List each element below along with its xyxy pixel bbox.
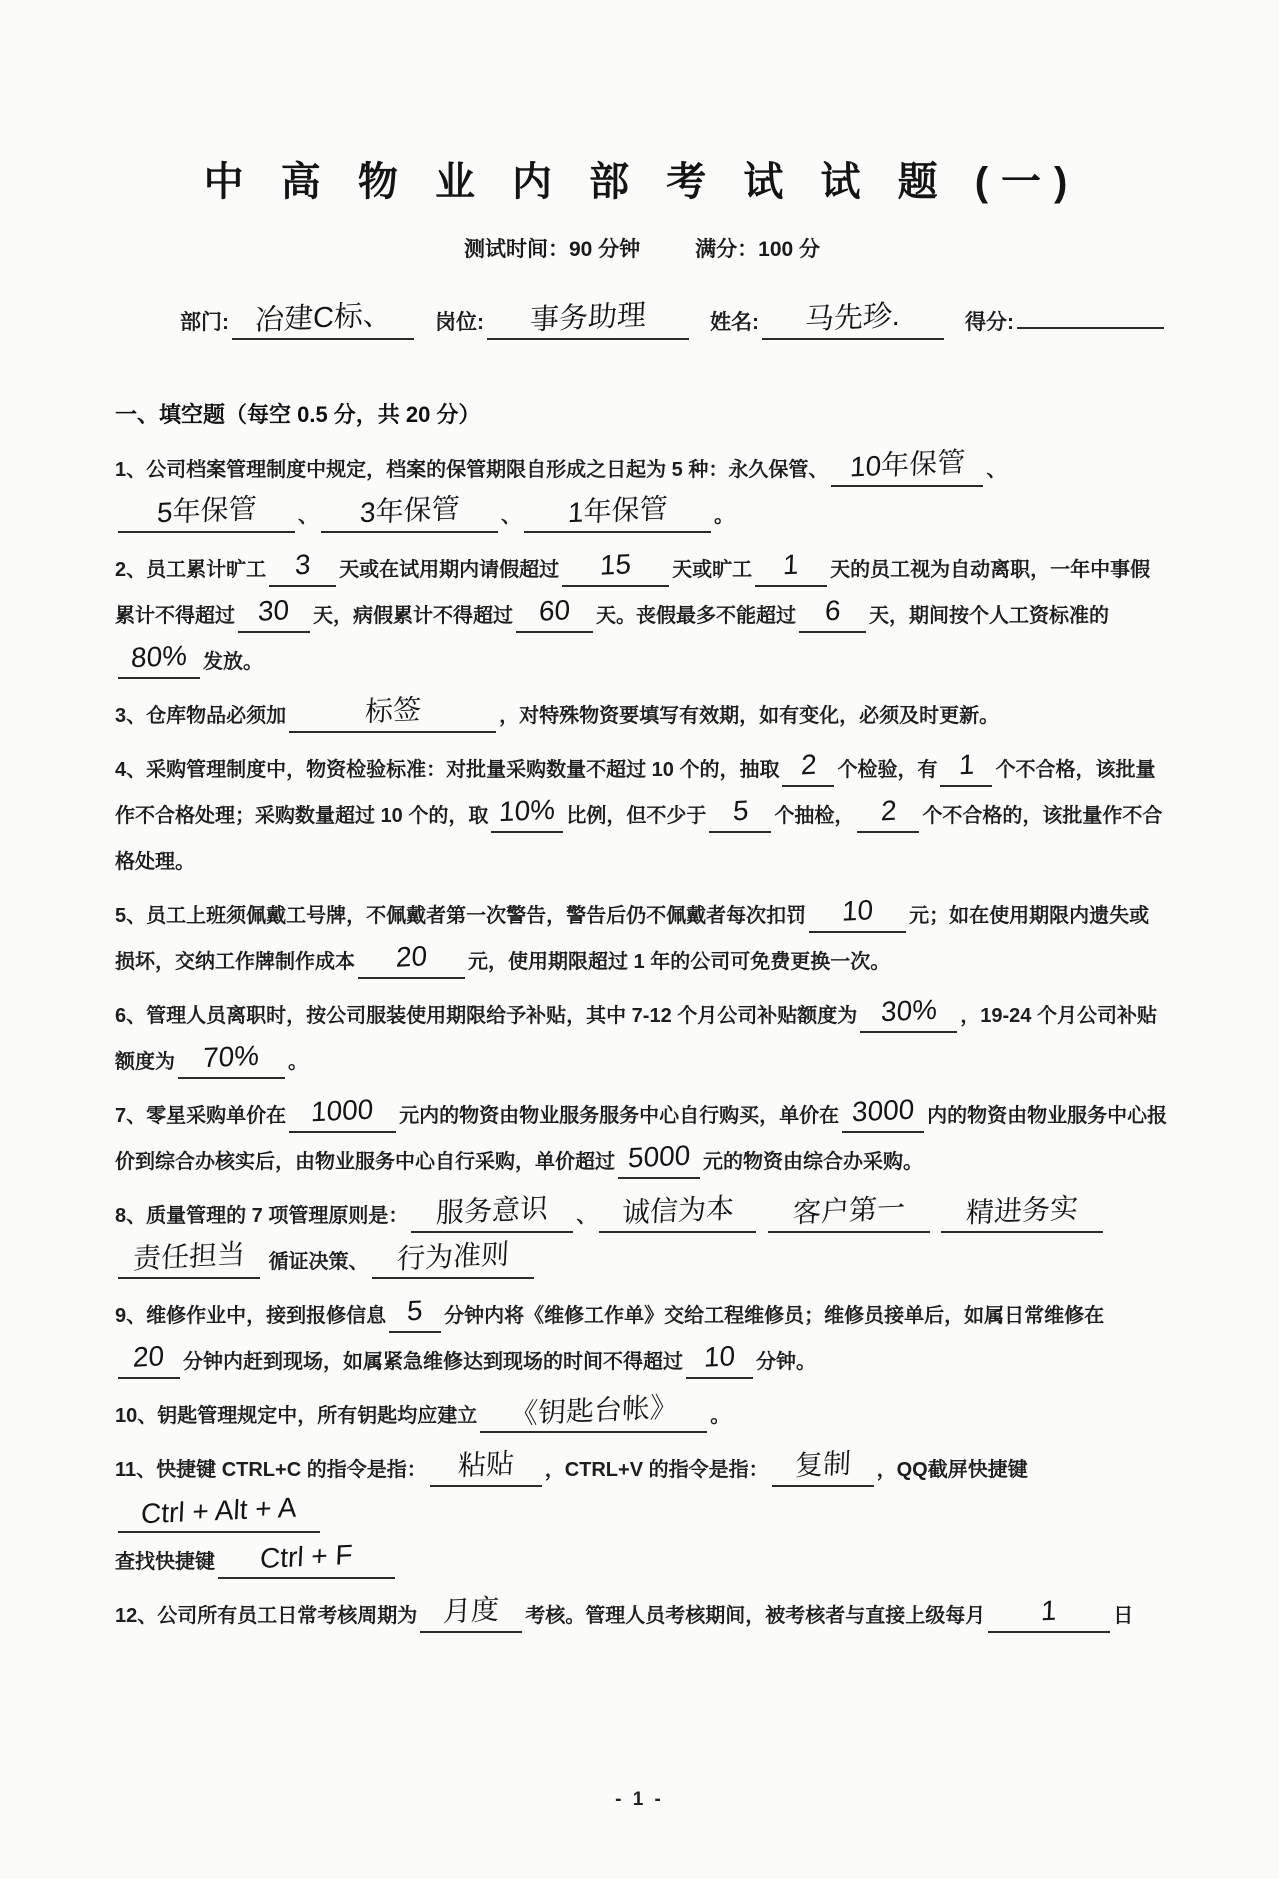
handwritten-answer: 1 — [1040, 1594, 1058, 1627]
handwritten-answer: 15 — [599, 548, 632, 581]
question-text: 12、公司所有员工日常考核周期为 — [115, 1605, 418, 1627]
answer-blank — [420, 1593, 522, 1633]
question-text: 。 — [288, 1051, 308, 1073]
question-text: 天或旷工 — [672, 559, 753, 581]
question-text — [933, 1205, 939, 1227]
answer-blank — [772, 1447, 874, 1487]
question-text: 分钟。 — [756, 1351, 816, 1373]
handwritten-answer: 复制 — [793, 1447, 852, 1482]
info-field-3 — [965, 311, 1167, 334]
question-text: ，对特殊物资要填写有效期，如有变化，必须及时更新。 — [499, 705, 1000, 727]
handwritten-answer: 20 — [395, 940, 428, 973]
question-q1 — [115, 447, 1169, 539]
handwritten-answer: 10 — [703, 1340, 736, 1373]
question-text: 3、仓库物品必须加 — [115, 705, 287, 727]
answer-blank — [118, 639, 200, 679]
answer-blank — [562, 548, 669, 587]
handwritten-answer: Ctrl + Alt + A — [140, 1491, 298, 1530]
answer-blank — [988, 1594, 1110, 1633]
page-title: 中 高 物 业 内 部 考 试 试 题 (一) — [203, 160, 1081, 204]
question-text: 。 — [714, 505, 734, 527]
answer-blank — [218, 1538, 395, 1579]
question-text: ，CTRL+V 的指令是指： — [544, 1459, 769, 1481]
answer-blank — [289, 693, 496, 733]
handwritten-answer: 30 — [257, 594, 291, 627]
answer-blank — [831, 446, 983, 487]
answer-blank — [809, 894, 906, 933]
question-text: ，QQ截屏快捷键 — [876, 1459, 1028, 1481]
question-q12 — [115, 1593, 1169, 1639]
info-field-1 — [435, 299, 692, 337]
question-text: 个不合格，该批量作不合格处理；采购数量超过 10 个的，取 — [115, 759, 1156, 827]
answer-blank — [178, 1039, 285, 1079]
question-text: 天。丧假最多不能超过 — [596, 605, 796, 627]
question-text: 8、质量管理的 7 项管理原则是： — [115, 1205, 409, 1227]
answer-blank — [118, 1340, 180, 1379]
handwritten-value: 事务助理 — [529, 299, 647, 337]
info-blank — [232, 298, 414, 340]
question-q7 — [115, 1093, 1169, 1185]
question-text: 5、员工上班须佩戴工号牌，不佩戴者第一次警告，警告后仍不佩戴者每次扣罚 — [115, 905, 807, 927]
question-text: 、 — [501, 505, 521, 527]
question-q6 — [115, 993, 1169, 1085]
handwritten-answer: 客户第一 — [792, 1192, 906, 1229]
exam-duration: 测试时间：90 分钟 — [463, 238, 641, 261]
answer-blank — [118, 1238, 260, 1279]
question-text: 1、公司档案管理制度中规定，档案的保管期限自形成之日起为 5 种：永久保管、 — [115, 459, 829, 481]
question-text: 循证决策、 — [268, 1251, 369, 1273]
handwritten-answer: 3000 — [851, 1093, 915, 1128]
candidate-info-line — [180, 298, 1169, 340]
handwritten-answer: 80% — [130, 639, 188, 674]
handwritten-answer: 标签 — [363, 693, 422, 728]
question-text: 天的员工视为自动离职，一年中事假累计不得超过 — [115, 559, 1151, 627]
handwritten-answer: 《钥匙台帐》 — [509, 1391, 679, 1430]
handwritten-answer: 月度 — [442, 1593, 500, 1628]
question-q3 — [115, 693, 1169, 739]
question-q4 — [115, 747, 1169, 885]
handwritten-answer: 10年保管 — [849, 446, 966, 483]
handwritten-answer: 2 — [800, 748, 817, 781]
info-field-0 — [180, 298, 417, 338]
page-number: - 1 - — [615, 1789, 664, 1810]
exam-meta — [115, 233, 1169, 263]
question-text: 查找快捷键 — [115, 1551, 215, 1573]
answer-blank — [709, 794, 771, 833]
question-text: 天或在试用期内请假超过 — [339, 559, 560, 581]
question-text: 7、零星采购单价在 — [115, 1105, 287, 1127]
answer-blank — [389, 1294, 441, 1333]
handwritten-answer: 诚信为本 — [621, 1192, 735, 1229]
handwritten-answer: 5000 — [627, 1139, 691, 1174]
answer-blank — [118, 1491, 320, 1533]
question-text: 内的物资由物业服务中心报价到综合办核实后，由物业服务中心自行采购，单价超过 — [115, 1105, 1168, 1173]
handwritten-answer: 60 — [538, 594, 571, 627]
answer-blank — [940, 748, 992, 787]
question-text: 天，期间按个人工资标准的 — [869, 605, 1109, 627]
question-text: 。 — [710, 1405, 731, 1427]
answer-blank — [430, 1447, 542, 1487]
answer-blank — [411, 1192, 573, 1233]
question-text: 6、管理人员离职时，按公司服装使用期限给予补贴，其中 7-12 个月公司补贴额度为 — [115, 1005, 858, 1027]
question-q5 — [115, 893, 1169, 985]
handwritten-answer: 20 — [132, 1340, 166, 1373]
handwritten-answer: 1 — [782, 548, 800, 581]
handwritten-answer: 70% — [202, 1039, 261, 1074]
handwritten-answer: 粘贴 — [457, 1447, 515, 1482]
handwritten-answer: 6 — [824, 594, 841, 627]
answer-blank — [372, 1238, 534, 1279]
handwritten-answer: 10 — [841, 894, 874, 927]
question-text: 日 — [1113, 1605, 1134, 1627]
handwritten-answer: 行为准则 — [395, 1238, 510, 1275]
question-q8 — [115, 1193, 1169, 1285]
answer-blank — [768, 1192, 930, 1233]
questions-container — [115, 447, 1169, 1639]
question-text: 10、钥匙管理规定中，所有钥匙均应建立 — [115, 1405, 478, 1427]
handwritten-answer: 服务意识 — [435, 1192, 550, 1229]
info-label: 得分: — [965, 311, 1014, 334]
question-text: 2、员工累计旷工 — [115, 559, 267, 581]
answer-blank — [358, 940, 465, 979]
handwritten-answer: 10% — [498, 793, 557, 828]
info-label: 姓名: — [710, 311, 759, 334]
question-q11 — [115, 1447, 1169, 1585]
info-label: 部门: — [180, 311, 229, 334]
answer-blank — [289, 1093, 396, 1133]
handwritten-answer: 30% — [880, 993, 938, 1028]
handwritten-answer: 1年保管 — [567, 492, 668, 529]
answer-blank — [857, 794, 919, 833]
info-field-2 — [710, 299, 947, 337]
handwritten-answer: 3年保管 — [359, 492, 460, 529]
answer-blank — [941, 1192, 1103, 1233]
handwritten-answer: 3 — [294, 548, 312, 581]
answer-blank — [686, 1340, 753, 1379]
answer-blank — [860, 993, 957, 1033]
question-text: 11、快捷键 CTRL+C 的指令是指： — [115, 1459, 427, 1481]
answer-blank — [238, 594, 310, 633]
section-title: 一、填空题（每空 0.5 分，共 20 分） — [115, 402, 481, 427]
question-q10 — [115, 1393, 1169, 1439]
question-text: 9、维修作业中，接到报修信息 — [115, 1305, 387, 1327]
exam-total-score: 满分：100 分 — [695, 238, 821, 261]
handwritten-answer: 5 — [406, 1294, 424, 1327]
question-text: 个检验，有 — [837, 759, 938, 781]
answer-blank — [480, 1391, 707, 1433]
info-blank — [1017, 327, 1164, 329]
answer-blank — [491, 793, 563, 833]
info-blank — [762, 299, 944, 340]
question-q9 — [115, 1293, 1169, 1385]
handwritten-answer: 1000 — [310, 1093, 375, 1128]
question-text: 分钟内赶到现场，如属紧急维修达到现场的时间不得超过 — [183, 1351, 683, 1373]
answer-blank — [782, 748, 834, 787]
question-text: 、 — [986, 459, 1007, 481]
answer-blank — [599, 1192, 756, 1233]
answer-blank — [618, 1139, 700, 1179]
question-text: 考核。管理人员考核期间，被考核者与直接上级每月 — [525, 1605, 986, 1627]
question-text: 元，使用期限超过 1 年的公司可免费更换一次。 — [468, 951, 891, 973]
question-text: 元；如在使用期限内遗失或损坏，交纳工作牌制作成本 — [115, 905, 1150, 973]
question-text — [759, 1205, 765, 1227]
question-text: 个抽检， — [774, 805, 855, 827]
info-label: 岗位: — [435, 311, 484, 334]
handwritten-answer: 责任担当 — [132, 1238, 246, 1275]
question-text: 天，病假累计不得超过 — [313, 605, 513, 627]
question-text: 元内的物资由物业服务服务中心自行购买，单价在 — [399, 1105, 840, 1127]
question-text: 、 — [576, 1205, 597, 1227]
handwritten-answer: 1 — [958, 748, 975, 781]
handwritten-value: 冶建C标、 — [253, 298, 393, 338]
info-blank — [487, 299, 689, 340]
question-text: 分钟内将《维修工作单》交给工程维修员；维修员接单后，如属日常维修在 — [444, 1305, 1105, 1327]
question-text: 发放。 — [203, 651, 263, 673]
handwritten-value: 马先珍. — [804, 299, 902, 337]
question-text: 比例，但不少于 — [566, 805, 707, 827]
question-text: 4、采购管理制度中，物资检验标准：对批量采购数量不超过 10 个的，抽取 — [115, 759, 780, 781]
answer-blank — [755, 548, 827, 587]
question-text: 元的物资由综合办采购。 — [703, 1151, 923, 1173]
question-text: 个不合格的，该批量作不合格处理。 — [115, 805, 1163, 873]
answer-blank — [524, 492, 711, 533]
handwritten-answer: Ctrl + F — [259, 1538, 354, 1575]
handwritten-answer: 精进务实 — [965, 1192, 1080, 1229]
answer-blank — [321, 492, 498, 533]
handwritten-answer: 5 — [731, 794, 749, 827]
handwritten-answer: 5年保管 — [156, 492, 257, 529]
question-text: ，19-24 个月公司补贴额度为 — [115, 1005, 1157, 1073]
answer-blank — [799, 594, 866, 633]
answer-blank — [118, 492, 295, 533]
answer-blank — [842, 1093, 924, 1133]
question-q2 — [115, 547, 1169, 685]
answer-blank — [516, 594, 593, 633]
answer-blank — [269, 548, 336, 587]
question-text: 、 — [298, 505, 318, 527]
handwritten-answer: 2 — [879, 794, 897, 827]
